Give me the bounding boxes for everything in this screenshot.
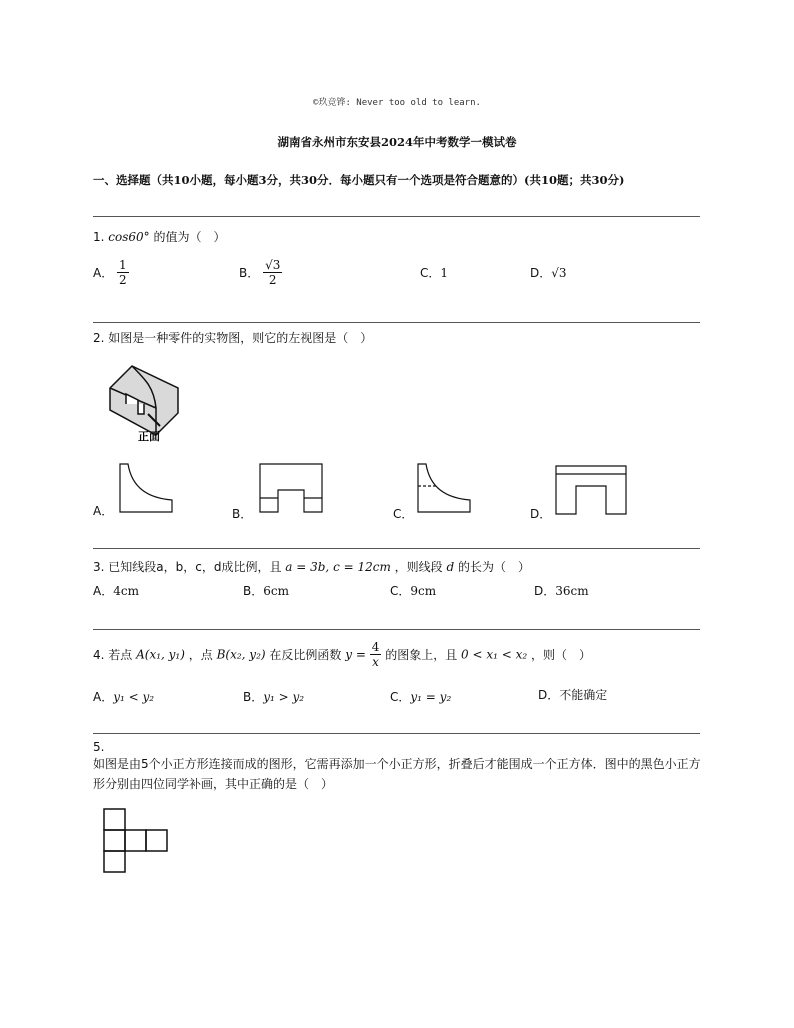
q1-option-a[interactable]: A． $\frac{1}{2}$: [93, 258, 127, 287]
q2-option-a-label[interactable]: A．: [93, 504, 114, 518]
q3-condition: a = 3b, c = 12cm: [285, 560, 391, 574]
q2-option-b-figure[interactable]: [258, 462, 324, 514]
divider: [93, 322, 700, 323]
divider: [93, 733, 700, 734]
q2-option-d-figure[interactable]: [554, 464, 628, 516]
cos-expression: cos60°: [108, 230, 150, 244]
q2-option-c-figure[interactable]: [416, 462, 472, 514]
question-1-stem: 1. cos60° 的值为（ ）: [93, 230, 226, 244]
divider: [93, 629, 700, 630]
divider: [93, 216, 700, 217]
q3-option-a[interactable]: A．4cm: [93, 584, 139, 598]
point-b: B(x₂, y₂): [216, 647, 266, 662]
q1-option-d[interactable]: D．√3: [530, 266, 567, 280]
q3-option-d[interactable]: D．36cm: [534, 584, 589, 598]
q2-option-c-label[interactable]: C．: [393, 507, 414, 521]
q1-option-b[interactable]: B． $\frac{√3}{2}$: [239, 258, 281, 287]
divider: [93, 548, 700, 549]
cube-net-figure: [103, 808, 169, 876]
reciprocal-function: $\frac{4}{x}$: [371, 640, 380, 669]
q4-condition: 0 < x₁ < x₂: [461, 647, 528, 662]
q2-option-d-label[interactable]: D．: [530, 507, 552, 521]
question-3-stem: 3. 已知线段a，b，c，d成比例，且 a = 3b, c = 12cm ，则线段 d 的长为（ ）: [93, 560, 531, 574]
q1-option-c[interactable]: C．1: [420, 266, 449, 280]
q4-option-b[interactable]: B．y₁ > y₂: [243, 690, 305, 704]
q2-option-a-figure[interactable]: [118, 462, 174, 514]
question-2-stem: 2. 如图是一种零件的实物图，则它的左视图是（ ）: [93, 331, 373, 345]
header-note: ©玖竞铧: Never too old to learn.: [313, 98, 481, 108]
q4-option-c[interactable]: C．y₁ = y₂: [390, 690, 452, 704]
point-a: A(x₁, y₁): [136, 647, 185, 662]
q3-option-c[interactable]: C．9cm: [390, 584, 437, 598]
q4-option-d[interactable]: D．不能确定: [538, 688, 608, 702]
front-label: 正面: [138, 430, 160, 443]
question-5-number: 5.: [93, 740, 105, 754]
part-solid-figure: [104, 358, 184, 446]
question-4-stem: 4. 若点 A(x₁, y₁) ，点 B(x₂, y₂) 在反比例函数 y = $\frac{4}{x}$ 的图象上，且 0 < x₁ < x₂ ，则（ ）: [93, 640, 592, 669]
section-heading: 一、选择题（共10小题，每小题3分，共30分．每小题只有一个选项是符合题意的）(共10题；共30分): [93, 173, 625, 187]
exam-title: 湖南省永州市东安县2024年中考数学一模试卷: [277, 135, 517, 149]
q3-option-b[interactable]: B．6cm: [243, 584, 289, 598]
question-5-stem: 如图是由5个小正方形连接而成的图形，它需再添加一个小正方形，折叠后才能围成一个正方体．图中的黑色小正方形分别由四位同学补画，其中正确的是（ ）: [93, 757, 701, 791]
q4-option-a[interactable]: A．y₁ < y₂: [93, 690, 155, 704]
q2-option-b-label[interactable]: B．: [232, 507, 253, 521]
